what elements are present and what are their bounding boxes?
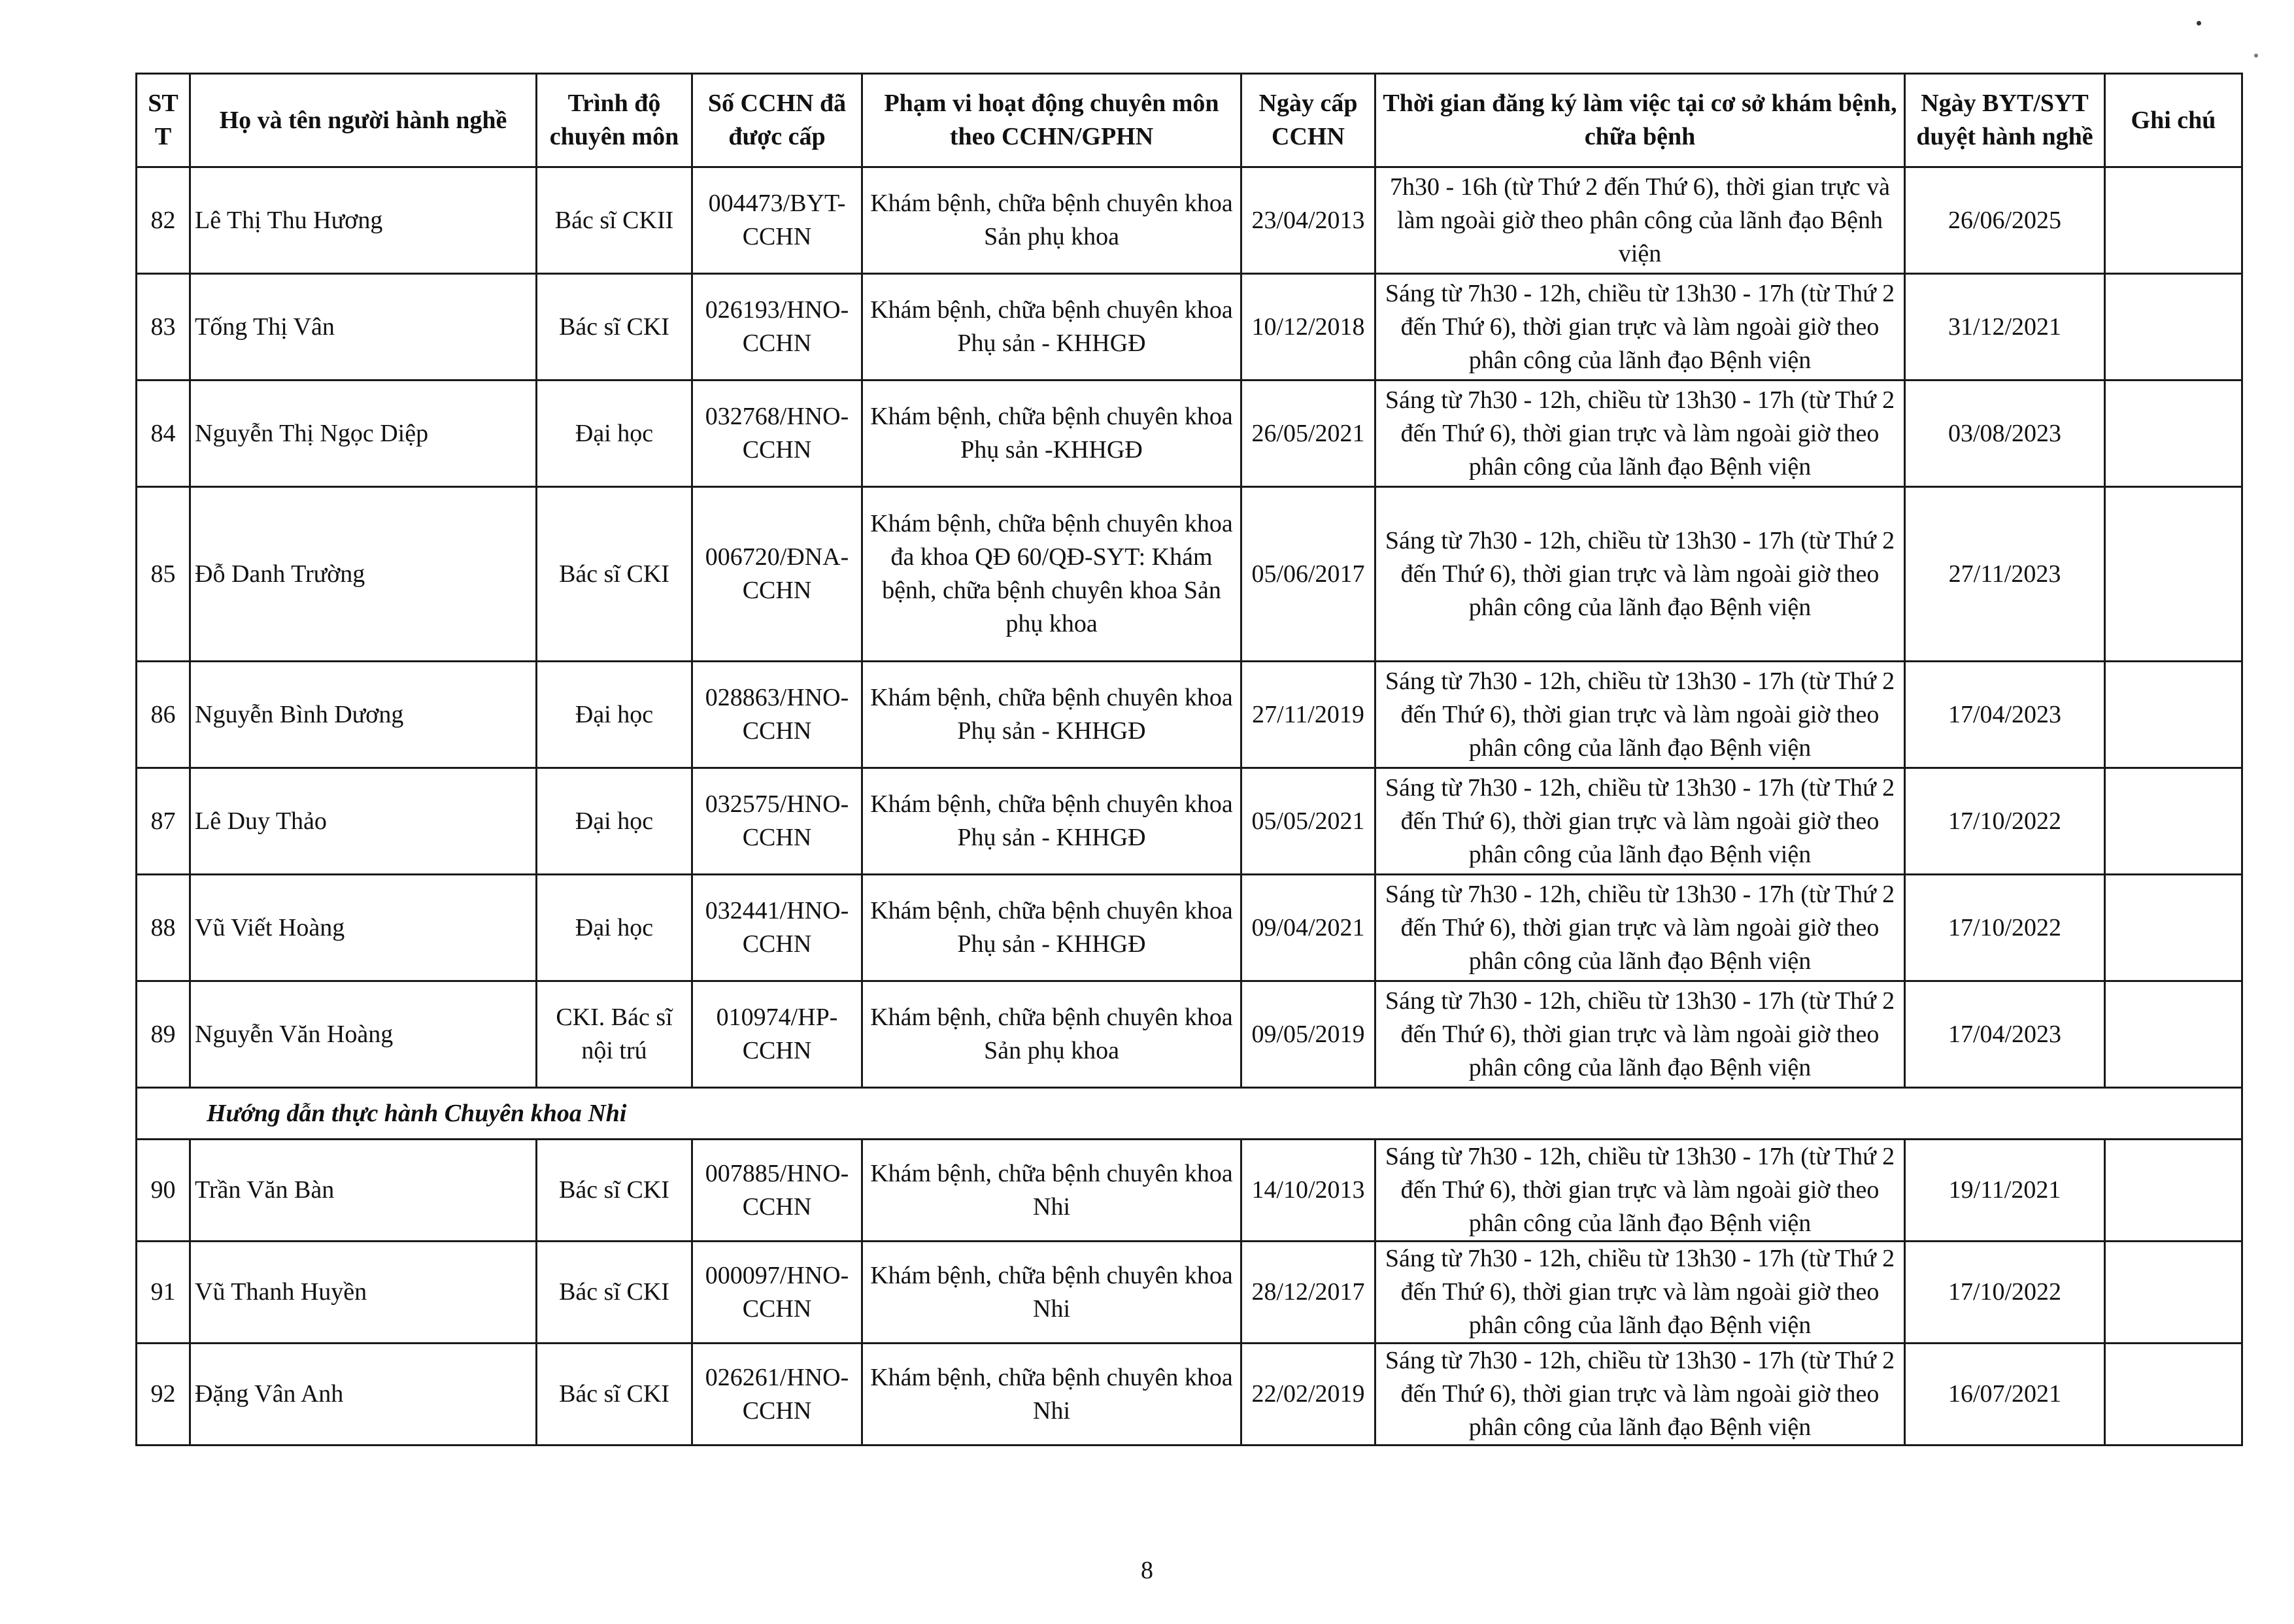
table-row <box>137 487 2242 662</box>
cell-name: Đỗ Danh Trường <box>190 487 537 662</box>
cell-approval-date: 17/04/2023 <box>1905 662 2105 768</box>
cell-issue-date: 14/10/2013 <box>1241 1140 1375 1242</box>
cell-stt: 86 <box>137 662 190 768</box>
cell-name: Nguyễn Thị Ngọc Diệp <box>190 381 537 487</box>
cell-note <box>2105 662 2242 768</box>
cell-approval-date: 16/07/2021 <box>1905 1344 2105 1446</box>
cell-name: Vũ Thanh Huyền <box>190 1242 537 1344</box>
page-number: 8 <box>1141 1557 1153 1584</box>
cell-level: Bác sĩ CKI <box>537 1344 692 1446</box>
cell-level: Bác sĩ CKI <box>537 487 692 662</box>
cell-issue-date: 27/11/2019 <box>1241 662 1375 768</box>
table-row <box>137 875 2242 981</box>
cell-cert-no: 026193/HNO-CCHN <box>692 274 862 381</box>
cell-note <box>2105 1140 2242 1242</box>
cell-stt: 90 <box>137 1140 190 1242</box>
cell-level: Bác sĩ CKII <box>537 167 692 274</box>
table-row <box>137 1242 2242 1344</box>
cell-stt: 88 <box>137 875 190 981</box>
cell-level: Đại học <box>537 768 692 875</box>
table-row <box>137 768 2242 875</box>
cell-scope: Khám bệnh, chữa bệnh chuyên khoa Nhi <box>862 1242 1241 1344</box>
header-approval-date: Ngày BYT/SYT duyệt hành nghề <box>1905 74 2105 167</box>
cell-work-time: Sáng từ 7h30 - 12h, chiều từ 13h30 - 17h (từ Thứ 2 đến Thứ 6), thời gian trực và làm ngoài giờ theo phân công của lãnh đạo Bệnh viện <box>1375 662 1905 768</box>
cell-name: Đặng Vân Anh <box>190 1344 537 1446</box>
cell-work-time: Sáng từ 7h30 - 12h, chiều từ 13h30 - 17h (từ Thứ 2 đến Thứ 6), thời gian trực và làm ngoài giờ theo phân công của lãnh đạo Bệnh viện <box>1375 381 1905 487</box>
cell-level: Bác sĩ CKI <box>537 1242 692 1344</box>
cell-level: Đại học <box>537 381 692 487</box>
cell-stt: 84 <box>137 381 190 487</box>
cell-approval-date: 17/04/2023 <box>1905 981 2105 1088</box>
table-row <box>137 274 2242 381</box>
table-row <box>137 1344 2242 1446</box>
cell-level: Bác sĩ CKI <box>537 274 692 381</box>
cell-approval-date: 26/06/2025 <box>1905 167 2105 274</box>
cell-scope: Khám bệnh, chữa bệnh chuyên khoa Phụ sản -KHHGĐ <box>862 381 1241 487</box>
cell-note <box>2105 875 2242 981</box>
cell-level: Đại học <box>537 875 692 981</box>
cell-scope: Khám bệnh, chữa bệnh chuyên khoa Phụ sản - KHHGĐ <box>862 274 1241 381</box>
cell-scope: Khám bệnh, chữa bệnh chuyên khoa Nhi <box>862 1140 1241 1242</box>
cell-stt: 82 <box>137 167 190 274</box>
table-row <box>137 662 2242 768</box>
cell-name: Tống Thị Vân <box>190 274 537 381</box>
cell-stt: 83 <box>137 274 190 381</box>
cell-scope: Khám bệnh, chữa bệnh chuyên khoa Phụ sản - KHHGĐ <box>862 875 1241 981</box>
practitioner-table <box>135 73 2243 1446</box>
cell-scope: Khám bệnh, chữa bệnh chuyên khoa đa khoa QĐ 60/QĐ-SYT: Khám bệnh, chữa bệnh chuyên khoa Sản phụ khoa <box>862 487 1241 662</box>
cell-scope: Khám bệnh, chữa bệnh chuyên khoa Sản phụ khoa <box>862 167 1241 274</box>
section-title: Hướng dẫn thực hành Chuyên khoa Nhi <box>137 1088 2242 1140</box>
cell-name: Nguyễn Văn Hoàng <box>190 981 537 1088</box>
cell-work-time: Sáng từ 7h30 - 12h, chiều từ 13h30 - 17h (từ Thứ 2 đến Thứ 6), thời gian trực và làm ngoài giờ theo phân công của lãnh đạo Bệnh viện <box>1375 1140 1905 1242</box>
table-row <box>137 1140 2242 1242</box>
cell-stt: 92 <box>137 1344 190 1446</box>
cell-work-time: Sáng từ 7h30 - 12h, chiều từ 13h30 - 17h (từ Thứ 2 đến Thứ 6), thời gian trực và làm ngoài giờ theo phân công của lãnh đạo Bệnh viện <box>1375 1242 1905 1344</box>
table-body-pediatrics <box>137 1140 2242 1446</box>
cell-stt: 91 <box>137 1242 190 1344</box>
cell-work-time: Sáng từ 7h30 - 12h, chiều từ 13h30 - 17h (từ Thứ 2 đến Thứ 6), thời gian trực và làm ngoài giờ theo phân công của lãnh đạo Bệnh viện <box>1375 1344 1905 1446</box>
cell-note <box>2105 981 2242 1088</box>
cell-work-time: Sáng từ 7h30 - 12h, chiều từ 13h30 - 17h (từ Thứ 2 đến Thứ 6), thời gian trực và làm ngoài giờ theo phân công của lãnh đạo Bệnh viện <box>1375 274 1905 381</box>
cell-cert-no: 006720/ĐNA-CCHN <box>692 487 862 662</box>
header-name: Họ và tên người hành nghề <box>190 74 537 167</box>
scan-speck <box>2254 54 2258 58</box>
cell-issue-date: 05/06/2017 <box>1241 487 1375 662</box>
cell-work-time: Sáng từ 7h30 - 12h, chiều từ 13h30 - 17h (từ Thứ 2 đến Thứ 6), thời gian trực và làm ngoài giờ theo phân công của lãnh đạo Bệnh viện <box>1375 981 1905 1088</box>
cell-stt: 85 <box>137 487 190 662</box>
cell-name: Lê Thị Thu Hương <box>190 167 537 274</box>
header-scope: Phạm vi hoạt động chuyên môn theo CCHN/GPHN <box>862 74 1241 167</box>
table-section <box>137 1088 2242 1140</box>
cell-work-time: Sáng từ 7h30 - 12h, chiều từ 13h30 - 17h (từ Thứ 2 đến Thứ 6), thời gian trực và làm ngoài giờ theo phân công của lãnh đạo Bệnh viện <box>1375 487 1905 662</box>
cell-approval-date: 17/10/2022 <box>1905 1242 2105 1344</box>
cell-level: CKI. Bác sĩ nội trú <box>537 981 692 1088</box>
cell-approval-date: 19/11/2021 <box>1905 1140 2105 1242</box>
cell-note <box>2105 1344 2242 1446</box>
cell-cert-no: 007885/HNO-CCHN <box>692 1140 862 1242</box>
cell-issue-date: 05/05/2021 <box>1241 768 1375 875</box>
cell-name: Nguyễn Bình Dương <box>190 662 537 768</box>
cell-level: Đại học <box>537 662 692 768</box>
cell-approval-date: 31/12/2021 <box>1905 274 2105 381</box>
header-stt: STT <box>137 74 190 167</box>
cell-issue-date: 22/02/2019 <box>1241 1344 1375 1446</box>
cell-cert-no: 032441/HNO-CCHN <box>692 875 862 981</box>
cell-stt: 87 <box>137 768 190 875</box>
cell-cert-no: 032575/HNO-CCHN <box>692 768 862 875</box>
cell-scope: Khám bệnh, chữa bệnh chuyên khoa Sản phụ khoa <box>862 981 1241 1088</box>
cell-scope: Khám bệnh, chữa bệnh chuyên khoa Phụ sản - KHHGĐ <box>862 662 1241 768</box>
cell-issue-date: 09/05/2019 <box>1241 981 1375 1088</box>
cell-note <box>2105 381 2242 487</box>
cell-issue-date: 28/12/2017 <box>1241 1242 1375 1344</box>
cell-note <box>2105 167 2242 274</box>
cell-note <box>2105 768 2242 875</box>
cell-cert-no: 026261/HNO-CCHN <box>692 1344 862 1446</box>
cell-cert-no: 004473/BYT-CCHN <box>692 167 862 274</box>
cell-scope: Khám bệnh, chữa bệnh chuyên khoa Phụ sản - KHHGĐ <box>862 768 1241 875</box>
cell-issue-date: 10/12/2018 <box>1241 274 1375 381</box>
cell-note <box>2105 487 2242 662</box>
cell-work-time: Sáng từ 7h30 - 12h, chiều từ 13h30 - 17h (từ Thứ 2 đến Thứ 6), thời gian trực và làm ngoài giờ theo phân công của lãnh đạo Bệnh viện <box>1375 768 1905 875</box>
cell-name: Vũ Viết Hoàng <box>190 875 537 981</box>
cell-cert-no: 032768/HNO-CCHN <box>692 381 862 487</box>
scan-speck <box>2197 21 2201 25</box>
cell-work-time: Sáng từ 7h30 - 12h, chiều từ 13h30 - 17h (từ Thứ 2 đến Thứ 6), thời gian trực và làm ngoài giờ theo phân công của lãnh đạo Bệnh viện <box>1375 875 1905 981</box>
cell-approval-date: 27/11/2023 <box>1905 487 2105 662</box>
cell-cert-no: 010974/HP-CCHN <box>692 981 862 1088</box>
header-cert-no: Số CCHN đã được cấp <box>692 74 862 167</box>
cell-approval-date: 03/08/2023 <box>1905 381 2105 487</box>
cell-work-time: 7h30 - 16h (từ Thứ 2 đến Thứ 6), thời gian trực và làm ngoài giờ theo phân công của lãnh đạo Bệnh viện <box>1375 167 1905 274</box>
cell-note <box>2105 1242 2242 1344</box>
header-issue-date: Ngày cấp CCHN <box>1241 74 1375 167</box>
cell-cert-no: 028863/HNO-CCHN <box>692 662 862 768</box>
header-level: Trình độ chuyên môn <box>537 74 692 167</box>
cell-approval-date: 17/10/2022 <box>1905 875 2105 981</box>
cell-issue-date: 26/05/2021 <box>1241 381 1375 487</box>
table-header-row <box>137 74 2242 167</box>
section-row <box>137 1088 2242 1140</box>
cell-issue-date: 23/04/2013 <box>1241 167 1375 274</box>
cell-note <box>2105 274 2242 381</box>
cell-scope: Khám bệnh, chữa bệnh chuyên khoa Nhi <box>862 1344 1241 1446</box>
table-row <box>137 981 2242 1088</box>
table-row <box>137 381 2242 487</box>
cell-cert-no: 000097/HNO-CCHN <box>692 1242 862 1344</box>
table-row <box>137 167 2242 274</box>
header-note: Ghi chú <box>2105 74 2242 167</box>
cell-name: Trần Văn Bàn <box>190 1140 537 1242</box>
cell-issue-date: 09/04/2021 <box>1241 875 1375 981</box>
table-body-obstetrics <box>137 167 2242 1088</box>
header-work-time: Thời gian đăng ký làm việc tại cơ sở khám bệnh, chữa bệnh <box>1375 74 1905 167</box>
cell-name: Lê Duy Thảo <box>190 768 537 875</box>
cell-level: Bác sĩ CKI <box>537 1140 692 1242</box>
cell-approval-date: 17/10/2022 <box>1905 768 2105 875</box>
cell-stt: 89 <box>137 981 190 1088</box>
